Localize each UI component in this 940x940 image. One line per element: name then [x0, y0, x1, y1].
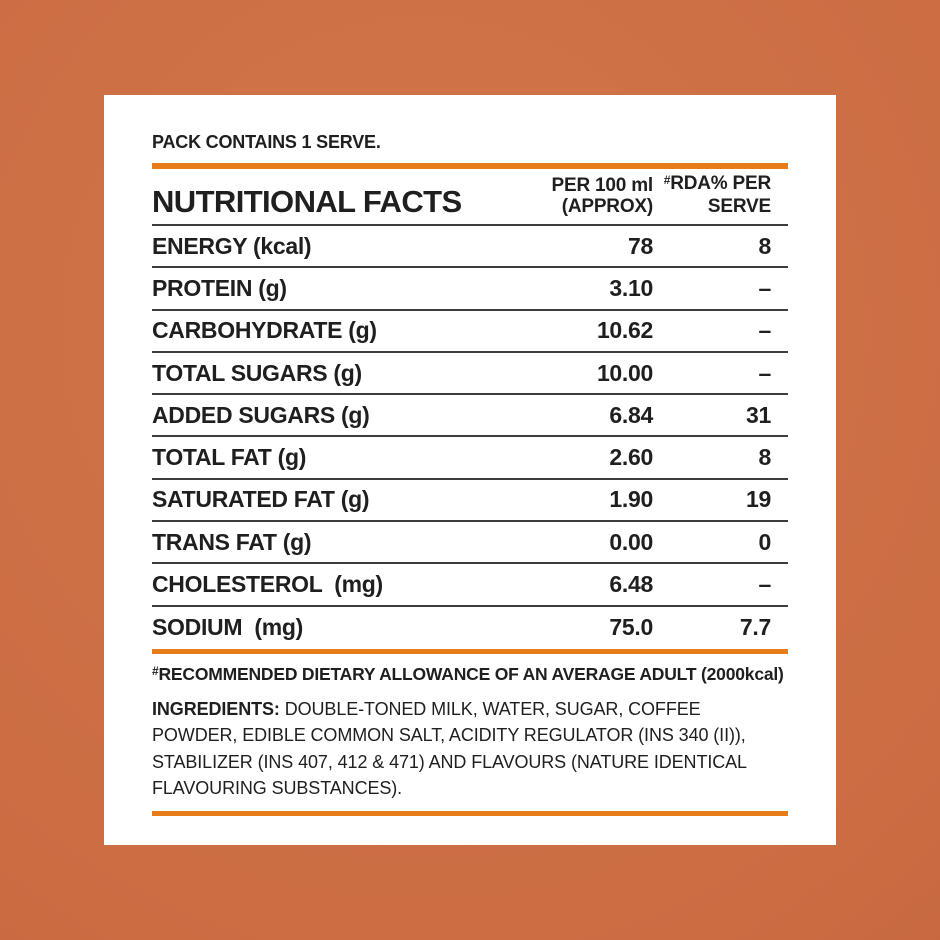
- table-row-saturated-fat: [152, 480, 788, 522]
- ingredients-label: INGREDIENTS:: [152, 698, 280, 719]
- table-row-sodium: [152, 607, 788, 649]
- nutrient-label: ADDED SUGARS (g): [152, 401, 370, 428]
- table-row-trans-fat: [152, 522, 788, 564]
- table-header-row: [152, 169, 788, 226]
- rda-value: –: [758, 317, 771, 344]
- per-100ml-value: 10.62: [596, 317, 653, 344]
- per-100ml-value: 2.60: [609, 444, 653, 471]
- ingredients-text: DOUBLE-TONED MILK, WATER, SUGAR, COFFEE POWDER, EDIBLE COMMON SALT, ACIDITY REGULATOR (INS 340 (II)), STABILIZER (INS 407, 412 & 471) AND FLAVOURS (NATURE IDENTICAL FLAVOURING SUBSTANCES).: [152, 698, 747, 799]
- rda-value: –: [758, 274, 771, 301]
- per-100ml-value: 3.10: [609, 274, 653, 301]
- column-header-per-100ml: [503, 175, 653, 217]
- table-row-energy: [152, 226, 788, 268]
- nutrient-label: CARBOHYDRATE (g): [152, 317, 377, 344]
- table-row-cholesterol: [152, 564, 788, 606]
- per-100ml-value: 6.84: [609, 401, 653, 428]
- rda-value: 0: [758, 528, 771, 555]
- rda-value: 7.7: [739, 614, 771, 641]
- column-header-rda-line2: SERVE: [707, 196, 771, 217]
- per-100ml-value: 10.00: [596, 359, 653, 386]
- nutrient-label: TOTAL FAT (g): [152, 444, 307, 471]
- table-row-total-fat: [152, 437, 788, 479]
- rda-footnote: [152, 664, 788, 685]
- nutrient-label: ENERGY (kcal): [152, 232, 312, 259]
- per-100ml-value: 75.0: [609, 614, 653, 641]
- per-100ml-value: 6.48: [609, 571, 653, 598]
- bottom-accent-rule: [152, 811, 788, 816]
- table-row-protein: [152, 268, 788, 310]
- table-row-total-sugars: [152, 353, 788, 395]
- column-header-per-100ml-line2: (APPROX): [561, 196, 653, 217]
- nutrient-label: TOTAL SUGARS (g): [152, 359, 362, 386]
- column-header-rda: [653, 173, 788, 217]
- rda-hash-superscript: #: [663, 173, 671, 187]
- nutrient-label: PROTEIN (g): [152, 274, 287, 301]
- rda-value: 19: [746, 486, 771, 513]
- middle-accent-rule: [152, 649, 788, 654]
- rda-value: 8: [758, 232, 771, 259]
- footnote-text: RECOMMENDED DIETARY ALLOWANCE OF AN AVERAGE ADULT (2000kcal): [158, 663, 784, 684]
- nutrient-label: SATURATED FAT (g): [152, 486, 370, 513]
- table-title: NUTRITIONAL FACTS: [152, 184, 462, 219]
- nutrient-label: TRANS FAT (g): [152, 528, 312, 555]
- ingredients-paragraph: [152, 696, 788, 802]
- rda-value: 31: [746, 401, 771, 428]
- column-header-per-100ml-line1: PER 100 ml: [551, 175, 653, 196]
- per-100ml-value: 78: [628, 232, 653, 259]
- nutrition-label-card: [104, 95, 836, 845]
- table-row-added-sugars: [152, 395, 788, 437]
- column-header-rda-line1: #RDA% PER: [663, 173, 771, 194]
- table-row-carbohydrate: [152, 311, 788, 353]
- footnote-hash-superscript: #: [152, 663, 159, 678]
- nutrient-label: CHOLESTEROL (mg): [152, 571, 383, 598]
- pack-contains-note: PACK CONTAINS 1 SERVE.: [152, 132, 381, 152]
- per-100ml-value: 1.90: [609, 486, 653, 513]
- rda-value: 8: [758, 444, 771, 471]
- rda-value: –: [758, 359, 771, 386]
- per-100ml-value: 0.00: [609, 528, 653, 555]
- rda-value: –: [758, 571, 771, 598]
- nutrient-label: SODIUM (mg): [152, 614, 303, 641]
- nutrition-table-body: [152, 226, 788, 649]
